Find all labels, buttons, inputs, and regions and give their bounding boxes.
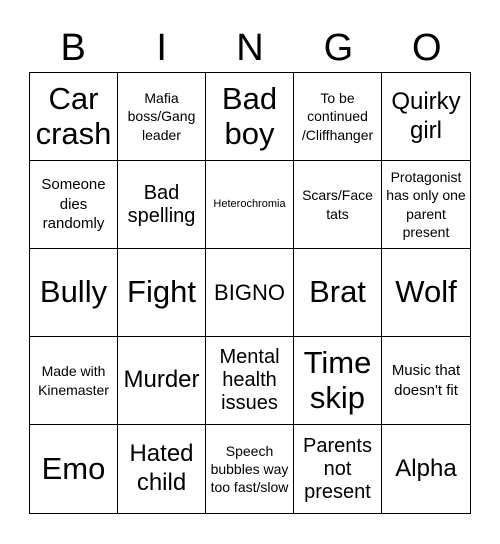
bingo-cell[interactable]: Someone dies randomly (30, 161, 118, 249)
header-letter-n: N (236, 27, 264, 69)
bingo-cell[interactable]: Wolf (382, 249, 470, 337)
header-letter-g: G (323, 27, 354, 69)
bingo-cell[interactable]: Alpha (395, 454, 457, 482)
bingo-header (29, 24, 471, 72)
bingo-cell[interactable]: Mafia boss/Gang leader (118, 73, 206, 161)
bingo-cell[interactable]: Emo (30, 425, 118, 513)
bingo-cell[interactable]: Protagonist has only one parent present (382, 161, 470, 249)
header-letter-i: I (156, 27, 167, 69)
bingo-cell[interactable]: Music that doesn't fit (382, 337, 470, 425)
bingo-cell[interactable]: Quirky girl (382, 73, 470, 161)
bingo-cell[interactable]: Bad boy (206, 73, 294, 161)
bingo-cell[interactable]: Time skip (294, 337, 382, 425)
bingo-cell[interactable]: Bad spelling (118, 161, 206, 249)
bingo-cell[interactable]: Car crash (30, 73, 118, 161)
bingo-cell[interactable]: Mental health issues (206, 337, 294, 425)
bingo-cell[interactable]: Brat (294, 249, 382, 337)
bingo-grid (29, 72, 471, 514)
bingo-cell[interactable]: Speech bubbles way too fast/slow (206, 425, 294, 513)
header-letter-b: B (60, 27, 86, 69)
bingo-cell[interactable]: Fight (118, 249, 206, 337)
bingo-cell[interactable]: To be continued /Cliffhanger (294, 73, 382, 161)
header-letter-o: O (412, 27, 442, 69)
bingo-cell[interactable]: Bully (30, 249, 118, 337)
bingo-cell[interactable]: Scars/Face tats (294, 161, 382, 249)
bingo-cell[interactable]: Hated child (118, 425, 206, 513)
free-space-cell[interactable]: BIGNO (206, 249, 294, 337)
bingo-cell[interactable]: Heterochromia (206, 161, 294, 249)
bingo-cell[interactable]: Parents not present (294, 425, 382, 513)
bingo-cell[interactable]: Murder (118, 337, 206, 425)
bingo-cell[interactable]: Made with Kinemaster (30, 337, 118, 425)
